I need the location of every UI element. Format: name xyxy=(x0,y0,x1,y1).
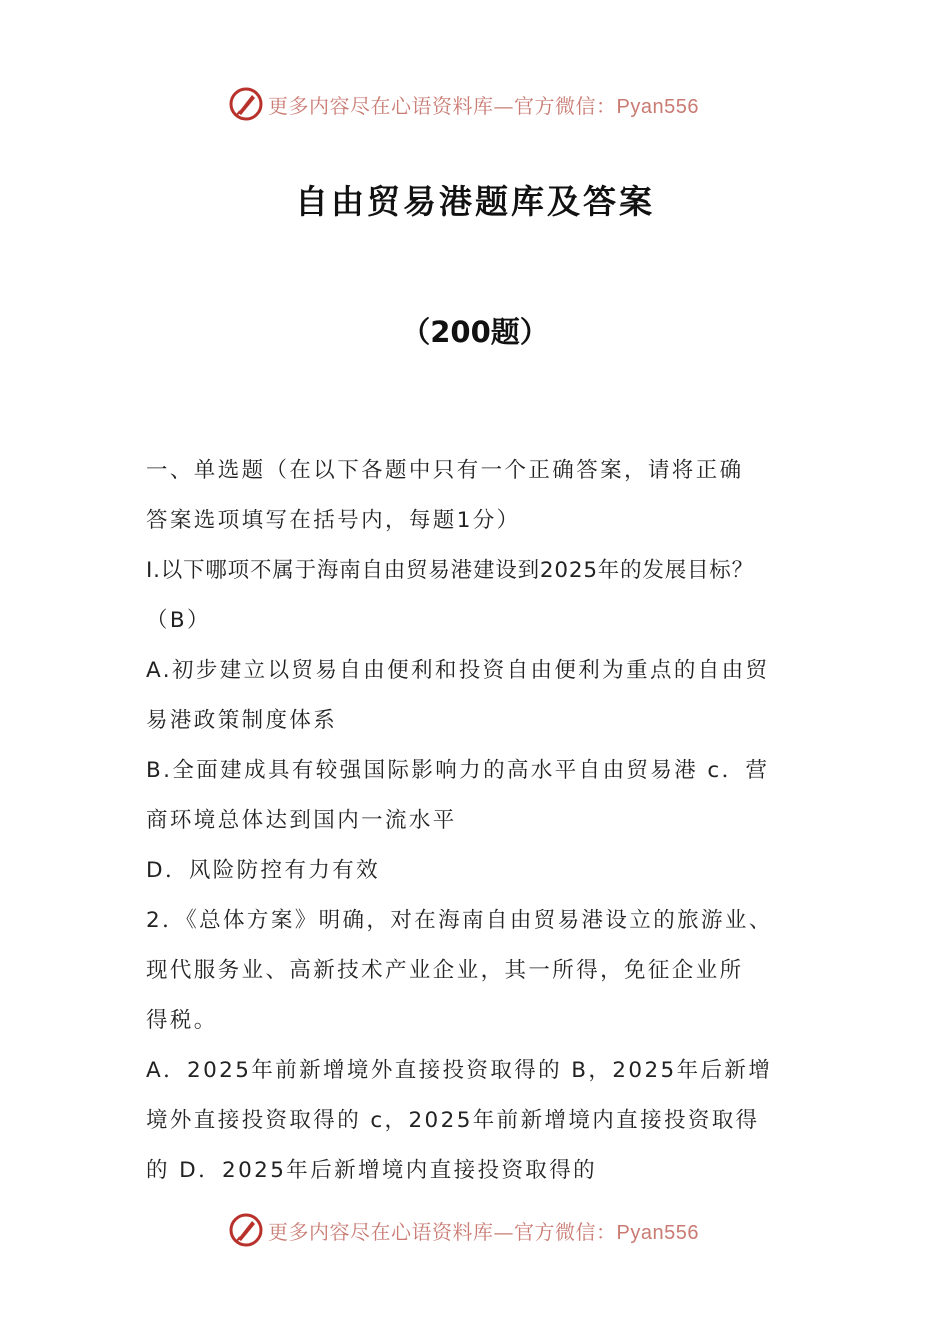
quill-logo-icon xyxy=(228,1212,264,1248)
option-d: D．风险防控有力有效 xyxy=(146,858,381,883)
watermark-text: 更多内容尽在心语资料库—官方微信：Pyan556 xyxy=(268,93,699,118)
document-body xyxy=(146,446,826,1196)
header-watermark xyxy=(228,84,699,124)
question-2-end: 得税。 xyxy=(146,1008,218,1033)
question-2-options-cont: 境外直接投资取得的 c，2025年前新增境内直接投资取得 xyxy=(146,1108,760,1133)
document-title: 自由贸易港题库及答案 xyxy=(295,182,655,221)
question-2: 2．《总体方案》明确，对在海南自由贸易港设立的旅游业、 xyxy=(146,908,773,933)
option-a-cont: 易港政策制度体系 xyxy=(146,708,338,733)
option-a: A.初步建立以贸易自由便利和投资自由便利为重点的自由贸 xyxy=(146,658,770,683)
section-heading-cont: 答案选项填写在括号内，每题1分） xyxy=(146,508,521,533)
quill-logo-icon xyxy=(228,86,264,122)
option-b-c: B.全面建成具有较强国际影响力的高水平自由贸易港 c．营 xyxy=(146,758,770,783)
question-2-cont: 现代服务业、高新技术产业企业，其一所得，免征企业所 xyxy=(146,958,744,983)
question-1: I.以下哪项不属于海南自由贸易港建设到2025年的发展目标？ xyxy=(146,558,754,583)
question-2-options-end: 的 D．2025年后新增境内直接投资取得的 xyxy=(146,1158,598,1183)
document-subtitle: （200题） xyxy=(401,315,549,349)
option-c-cont: 商环境总体达到国内一流水平 xyxy=(146,808,457,833)
question-2-options: A．2025年前新增境外直接投资取得的 B，2025年后新增 xyxy=(146,1058,773,1083)
watermark-text: 更多内容尽在心语资料库—官方微信：Pyan556 xyxy=(268,1219,699,1244)
footer-watermark xyxy=(228,1210,699,1250)
section-heading: 一、单选题（在以下各题中只有一个正确答案，请将正确 xyxy=(146,458,744,483)
question-1-answer: （B） xyxy=(146,608,211,633)
